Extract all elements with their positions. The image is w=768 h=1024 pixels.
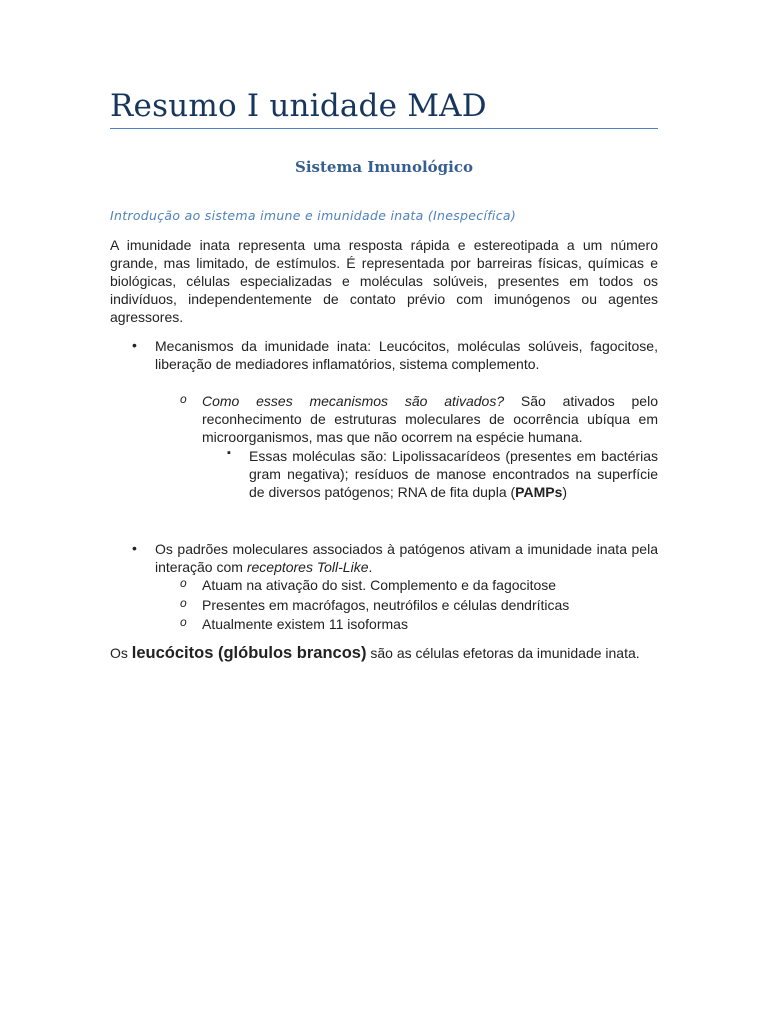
leucocitos-label: leucócitos (glóbulos brancos): [131, 644, 367, 662]
patterns-end: .: [368, 559, 373, 575]
bullet-circle-icon: o: [180, 576, 187, 590]
title-underline: [110, 128, 658, 129]
subsection-heading: Introdução ao sistema imune e imunidade inata (Inespecífica): [110, 208, 516, 223]
document-title: Resumo I unidade MAD: [110, 88, 487, 124]
bullet-square-icon: ▪: [227, 447, 231, 459]
intro-paragraph: A imunidade inata representa uma resposta rápida e estereotipada a um número grande, mas limitado, de estímulos. É representada por barreiras físicas, químicas e biológicas, células especializadas e moléculas solúveis, presentes em todos os indivíduos, independentemente de contato prévio com imunógenos ou agentes agressores.: [110, 237, 658, 325]
list-item-sub: Atualmente existem 11 isoformas: [202, 616, 408, 632]
final-prefix: Os: [110, 645, 132, 661]
section-heading: Sistema Imunológico: [295, 158, 473, 176]
list-item-molecules: [249, 447, 658, 501]
activation-answer: São ativados pelo reconhecimento de estruturas moleculares de ocorrência ubíqua em microorganismos, mas que não ocorrem na espécie humana.: [202, 393, 658, 445]
list-item-patterns: [155, 540, 658, 576]
patterns-text: Os padrões moleculares associados à patógenos ativam a imunidade inata pela interação com: [155, 541, 658, 575]
pamps-label: PAMPs: [515, 484, 563, 500]
bullet-dot-icon: •: [132, 540, 137, 556]
bullet-dot-icon: •: [132, 337, 137, 353]
list-item-sub: Atuam na ativação do sist. Complemento e da fagocitose: [202, 577, 557, 593]
toll-like-label: receptores Toll-Like: [246, 559, 369, 575]
bullet-circle-icon: o: [180, 615, 187, 629]
final-suffix: são as células efetoras da imunidade inata.: [366, 645, 640, 661]
list-item-mechanisms: Mecanismos da imunidade inata: Leucócitos, moléculas solúveis, fagocitose, liberação de mediadores inflamatórios, sistema complemento.: [155, 338, 658, 372]
final-paragraph: [110, 644, 658, 662]
list-item-activation: [202, 392, 658, 446]
activation-question: Como esses mecanismos são ativados?: [202, 393, 505, 409]
molecules-text: Essas moléculas são: Lipolissacarídeos (presentes em bactérias gram negativa); resíduos de manose encontrados na superfície de diversos patógenos; RNA de fita dupla (: [249, 448, 658, 500]
molecules-close: ): [562, 484, 568, 500]
bullet-circle-icon: o: [180, 596, 187, 610]
bullet-circle-icon: o: [180, 392, 187, 406]
list-item-sub: Presentes em macrófagos, neutrófilos e células dendríticas: [202, 597, 570, 613]
